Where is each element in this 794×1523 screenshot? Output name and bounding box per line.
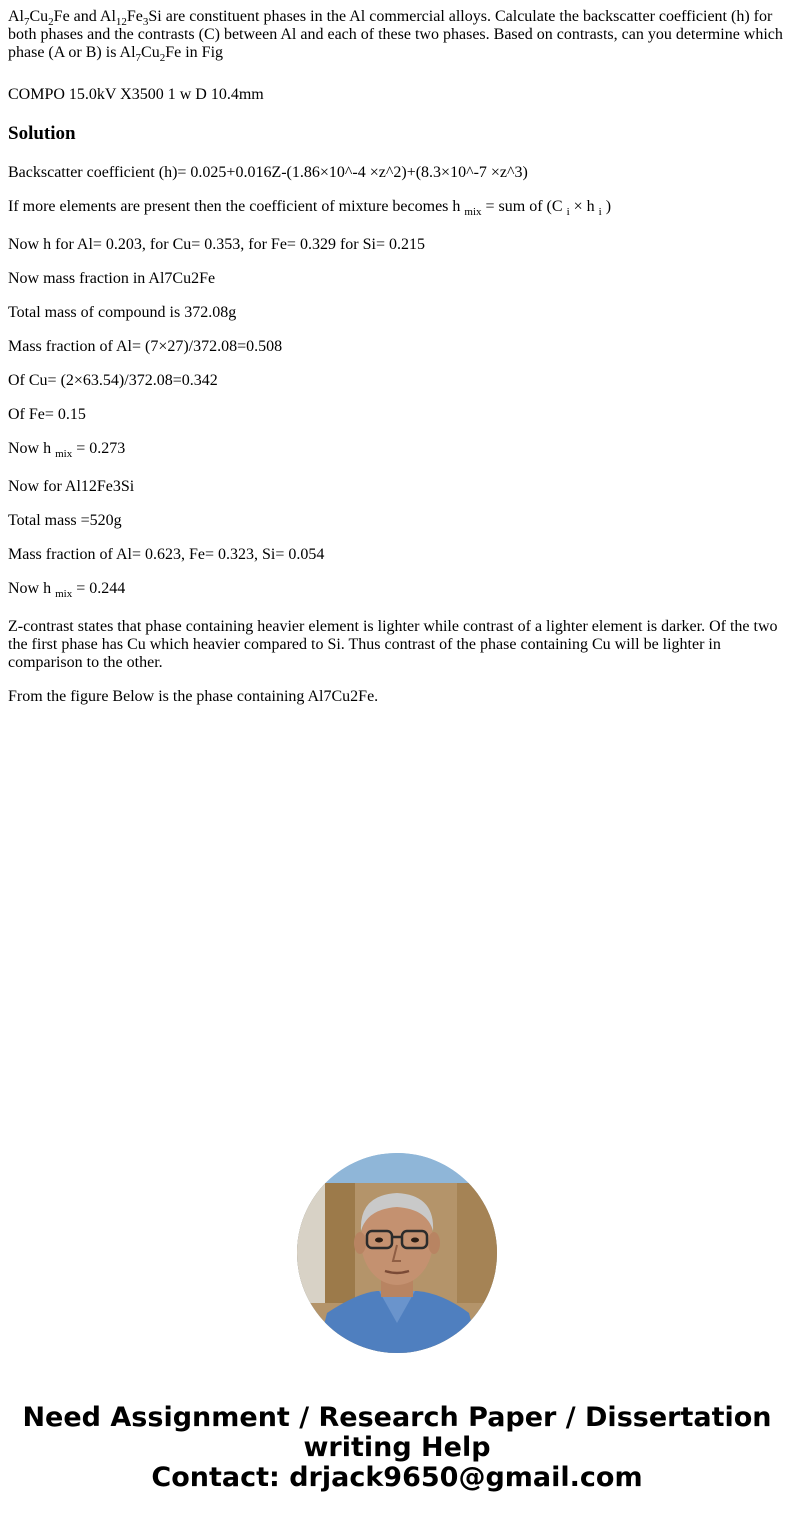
formula-part: Cu <box>29 8 49 25</box>
mass-fraction-al: Mass fraction of Al= (7×27)/372.08=0.508 <box>8 338 283 355</box>
question-text-end: in Fig <box>181 44 224 61</box>
formula-subscript: 12 <box>115 16 127 29</box>
formula-subscript: 7 <box>135 52 142 65</box>
promo-banner <box>0 1403 794 1493</box>
subscript: mix <box>464 206 482 219</box>
solution-heading: Solution <box>8 123 76 144</box>
mixture-rule <box>8 198 612 219</box>
h-mix-result-2 <box>8 580 126 601</box>
subscript: i <box>566 206 570 219</box>
formula-part: Cu <box>141 44 160 61</box>
total-mass-2: Total mass =520g <box>8 512 122 529</box>
formula-part: Al <box>8 8 24 25</box>
mass-fractions-2: Mass fraction of Al= 0.623, Fe= 0.323, Si= 0.054 <box>8 546 325 563</box>
text-part: If more elements are present then the coefficient of mixture becomes h <box>8 198 465 215</box>
promo-line-2: writing Help <box>303 1432 491 1463</box>
formula-part: Al <box>99 8 116 25</box>
formula-part: Fe <box>126 8 143 25</box>
z-contrast-explanation: Z-contrast states that phase containing heavier element is lighter while contrast of a lighter element is darker. Of the two the first phase has Cu which heavier compared to Si. Thus contrast of the phase containing Cu will be lighter in comparison to the other. <box>8 618 778 671</box>
mass-fraction-heading: Now mass fraction in Al7Cu2Fe <box>8 270 216 287</box>
text-part: ) <box>601 198 612 215</box>
formula-part: Al <box>119 44 136 61</box>
figure-caption: COMPO 15.0kV X3500 1 w D 10.4mm <box>8 86 264 103</box>
formula-part: Si <box>148 8 162 25</box>
subscript: mix <box>55 448 73 461</box>
promo-contact: Contact: drjack9650@gmail.com <box>151 1462 643 1493</box>
subscript: mix <box>55 588 73 601</box>
formula-subscript: 2 <box>48 16 54 29</box>
question-text: are constituent phases in the Al commercial alloys. Calculate the backscatter coefficient (h) for both phases and the contrasts (C) between Al and each of these two phases. Based on contrasts, can you determine which phase (A or B) is <box>8 8 783 61</box>
backscatter-formula: Backscatter coefficient (h)= 0.025+0.016Z-(1.86×10^-4 ×z^2)+(8.3×10^-7 ×z^3) <box>8 164 528 181</box>
question-connector: and <box>69 8 100 25</box>
formula-subscript: 7 <box>24 16 30 29</box>
formula-part: Fe <box>53 8 70 25</box>
text-part: × h <box>569 198 599 215</box>
formula-al7cu2fe-ref <box>119 44 182 65</box>
second-phase-heading: Now for Al12Fe3Si <box>8 478 135 495</box>
text-part: Now h <box>8 440 56 457</box>
text-part: = 0.273 <box>72 440 126 457</box>
text-part: = sum of (C <box>481 198 567 215</box>
formula-part: Fe <box>165 44 182 61</box>
text-part: = 0.244 <box>72 580 126 597</box>
conclusion: From the figure Below is the phase containing Al7Cu2Fe. <box>8 688 379 705</box>
mass-fraction-fe: Of Fe= 0.15 <box>8 406 86 423</box>
h-mix-result-1 <box>8 440 126 461</box>
formula-subscript: 2 <box>159 52 166 65</box>
promo-line-1: Need Assignment / Research Paper / Dissertation <box>22 1402 772 1433</box>
question-paragraph <box>8 8 786 65</box>
element-coefficients: Now h for Al= 0.203, for Cu= 0.353, for Fe= 0.329 for Si= 0.215 <box>8 236 425 253</box>
avatar-portrait <box>297 1153 497 1353</box>
formula-al7cu2fe <box>8 8 70 29</box>
text-part: Now h <box>8 580 56 597</box>
mass-fraction-cu: Of Cu= (2×63.54)/372.08=0.342 <box>8 372 218 389</box>
formula-subscript: 3 <box>142 16 149 29</box>
formula-al12fe3si <box>99 8 162 29</box>
total-mass-1: Total mass of compound is 372.08g <box>8 304 237 321</box>
author-avatar <box>297 1153 497 1353</box>
subscript: i <box>598 206 602 219</box>
